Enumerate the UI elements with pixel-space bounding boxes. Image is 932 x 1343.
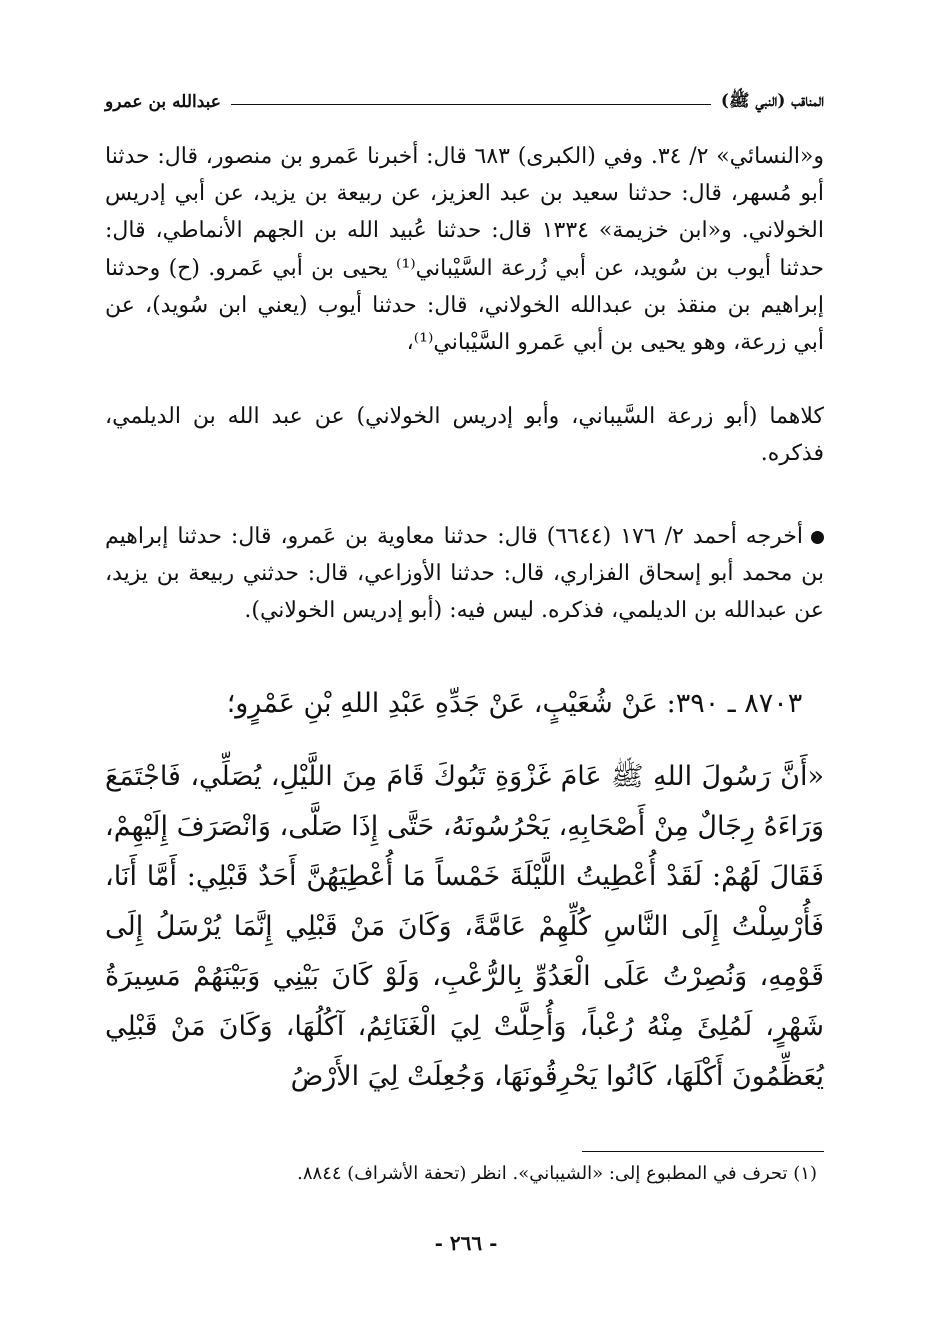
paragraph-sources: و«النسائي» ٢/ ٣٤. وفي (الكبرى) ٦٨٣ قال: أخبرنا عَمرو بن منصور، قال: حدثنا أبو مُسهر، قال: حدثنا سعيد بن عبد العزيز، عن ربيعة بن يزيد، عن أبي إدريس الخولاني. و«ابن خزيمة» ١٣٣٤ قال: حدثنا عُبيد الله بن الجهم الأنماطي، قال: حدثنا أيوب بن سُويد، عن أبي زُرعة السَّيْباني⁽¹⁾ يحيى بن أبي عَمرو. (ح) وحدثنا إبراهيم بن منقذ بن عبدالله الخولاني، قال: حدثنا أيوب (يعني ابن سُويد)، عن أبي زرعة، وهو يحيى بن أبي عَمرو السَّيْباني⁽¹⁾، xyxy=(105,144,825,356)
paragraph-ahmad-text: أخرجه أحمد ٢/ ١٧٦ (٦٦٤٤) قال: حدثنا معاوية بن عَمرو، قال: حدثنا إبراهيم بن محمد أبو إسحاق الفزاري، قال: حدثنا الأوزاعي، قال: حدثني ربيعة بن يزيد، عن عبدالله بن الديلمي، فذكره. ليس فيه: (أبو إدريس الخولاني). xyxy=(105,524,824,624)
page-number: - ٢٦٦ - xyxy=(434,1231,498,1255)
header-narrator: عبدالله بن عمرو xyxy=(105,92,221,112)
paragraph-both: كلاهما (أبو زرعة السَّيباني، وأبو إدريس الخولاني) عن عبد الله بن الديلمي، فذكره. xyxy=(105,404,824,467)
header-rule xyxy=(231,104,711,105)
footnote-divider xyxy=(582,1151,824,1152)
footnote: (١) تحرف في المطبوع إلى: «الشيباني». انظر (تحفة الأشراف) ٨٨٤٤. xyxy=(297,1163,817,1184)
hadith-text: «أَنَّ رَسُولَ اللهِ ﷺ عَامَ غَزْوَةِ تَبُوكَ قَامَ مِنَ اللَّيْلِ، يُصَلِّي، فَاجْتَمَعَ وَرَاءَهُ رِجَالٌ مِنْ أَصْحَابِهِ، يَحْرُسُونَهُ، حَتَّى إِذَا صَلَّى، وَانْصَرَفَ إِلَيْهِمْ، فَقَالَ لَهُمْ: لَقَدْ أُعْطِيتُ اللَّيْلَةَ خَمْساً مَا أُعْطِيَهُنَّ أَحَدٌ قَبْلِي: أَمَّا أَنَا، فَأُرْسِلْتُ إِلَى النَّاسِ كُلِّهِمْ عَامَّةً، وَكَانَ مَنْ قَبْلِي إِنَّمَا يُرْسَلُ إِلَى قَوْمِهِ، وَنُصِرْتُ عَلَى الْعَدُوِّ بِالرُّعْبِ، وَلَوْ كَانَ بَيْنِي وَبَيْنَهُمْ مَسِيرَةُ شَهْرٍ، لَمُلِئَ مِنْهُ رُعْباً، وَأُحِلَّتْ لِيَ الْغَنَائِمُ، آكُلُهَا، وَكَانَ مَنْ قَبْلِي يُعَظِّمُونَ أَكْلَهَا، كَانُوا يَحْرِقُونَهَا، وَجُعِلَتْ لِيَ الأَرْضُ xyxy=(105,761,824,1092)
bullet-icon xyxy=(811,531,824,544)
hadith-heading: ٨٧٠٣ ـ ٣٩٠: عَنْ شُعَيْبٍ، عَنْ جَدِّهِ عَبْدِ اللهِ بْنِ عَمْرٍو؛ xyxy=(226,688,803,719)
main-text xyxy=(105,138,824,1102)
running-header xyxy=(105,86,824,118)
header-section-title: المناقب (النبي ﷺ) xyxy=(720,90,824,111)
paragraph-ahmad xyxy=(105,518,824,670)
